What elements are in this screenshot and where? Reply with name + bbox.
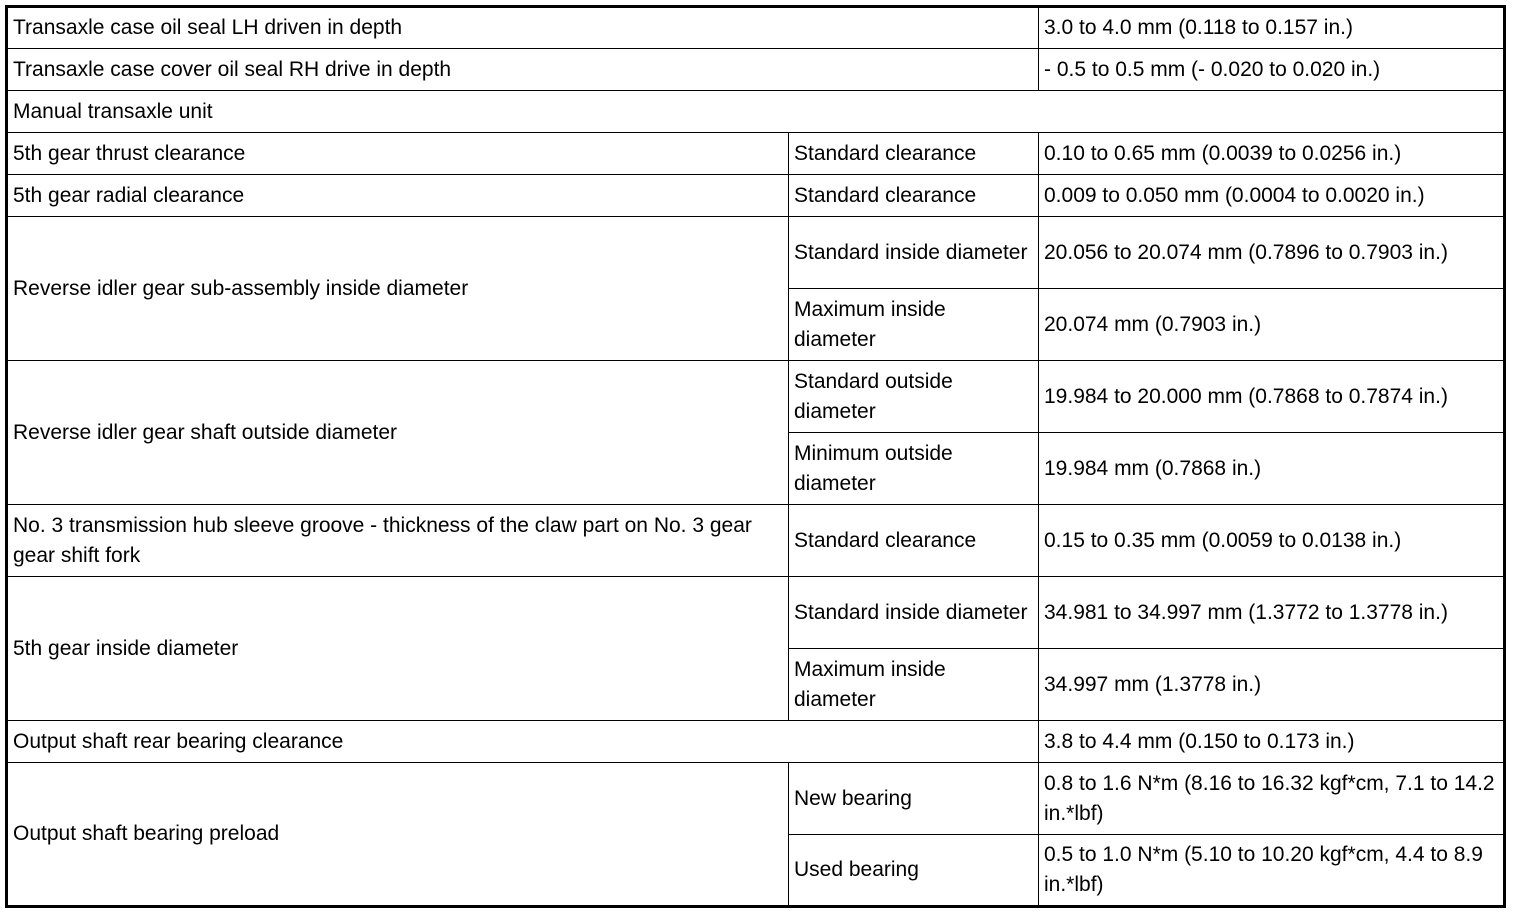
table-row [7,175,1505,217]
table-row [7,217,1505,289]
condition-cell: Used bearing [789,835,1039,907]
value-cell: 19.984 mm (0.7868 in.) [1039,433,1505,505]
condition-cell: Standard clearance [789,175,1039,217]
table-row [7,7,1505,49]
item-cell: Output shaft bearing preload [7,763,789,907]
value-cell: 34.981 to 34.997 mm (1.3772 to 1.3778 in.) [1039,577,1505,649]
spec-table [5,5,1506,908]
section-row [7,91,1505,133]
value-cell: 0.8 to 1.6 N*m (8.16 to 16.32 kgf*cm, 7.1 to 14.2 in.*lbf) [1039,763,1505,835]
condition-cell: Minimum outside diameter [789,433,1039,505]
item-cell: Reverse idler gear shaft outside diameter [7,361,789,505]
condition-cell: New bearing [789,763,1039,835]
item-cell: No. 3 transmission hub sleeve groove - thickness of the claw part on No. 3 gear gear shift fork [7,505,789,577]
value-cell: 3.8 to 4.4 mm (0.150 to 0.173 in.) [1039,721,1505,763]
table-row [7,49,1505,91]
item-cell: Reverse idler gear sub-assembly inside diameter [7,217,789,361]
table-row [7,361,1505,433]
table-row [7,505,1505,577]
condition-cell: Standard clearance [789,133,1039,175]
item-cell: Output shaft rear bearing clearance [7,721,1039,763]
section-heading: Manual transaxle unit [7,91,1505,133]
item-cell: Transaxle case oil seal LH driven in depth [7,7,1039,49]
table-row [7,577,1505,649]
condition-cell: Maximum inside diameter [789,649,1039,721]
value-cell: 20.056 to 20.074 mm (0.7896 to 0.7903 in.) [1039,217,1505,289]
table-row [7,763,1505,835]
value-cell: - 0.5 to 0.5 mm (- 0.020 to 0.020 in.) [1039,49,1505,91]
value-cell: 3.0 to 4.0 mm (0.118 to 0.157 in.) [1039,7,1505,49]
item-cell: 5th gear thrust clearance [7,133,789,175]
condition-cell: Standard inside diameter [789,577,1039,649]
table-row [7,133,1505,175]
item-cell: 5th gear inside diameter [7,577,789,721]
value-cell: 0.10 to 0.65 mm (0.0039 to 0.0256 in.) [1039,133,1505,175]
item-cell: Transaxle case cover oil seal RH drive in depth [7,49,1039,91]
condition-cell: Maximum inside diameter [789,289,1039,361]
condition-cell: Standard outside diameter [789,361,1039,433]
value-cell: 0.009 to 0.050 mm (0.0004 to 0.0020 in.) [1039,175,1505,217]
value-cell: 0.15 to 0.35 mm (0.0059 to 0.0138 in.) [1039,505,1505,577]
value-cell: 0.5 to 1.0 N*m (5.10 to 10.20 kgf*cm, 4.4 to 8.9 in.*lbf) [1039,835,1505,907]
table-row [7,721,1505,763]
item-cell: 5th gear radial clearance [7,175,789,217]
condition-cell: Standard clearance [789,505,1039,577]
value-cell: 19.984 to 20.000 mm (0.7868 to 0.7874 in.) [1039,361,1505,433]
value-cell: 34.997 mm (1.3778 in.) [1039,649,1505,721]
value-cell: 20.074 mm (0.7903 in.) [1039,289,1505,361]
condition-cell: Standard inside diameter [789,217,1039,289]
